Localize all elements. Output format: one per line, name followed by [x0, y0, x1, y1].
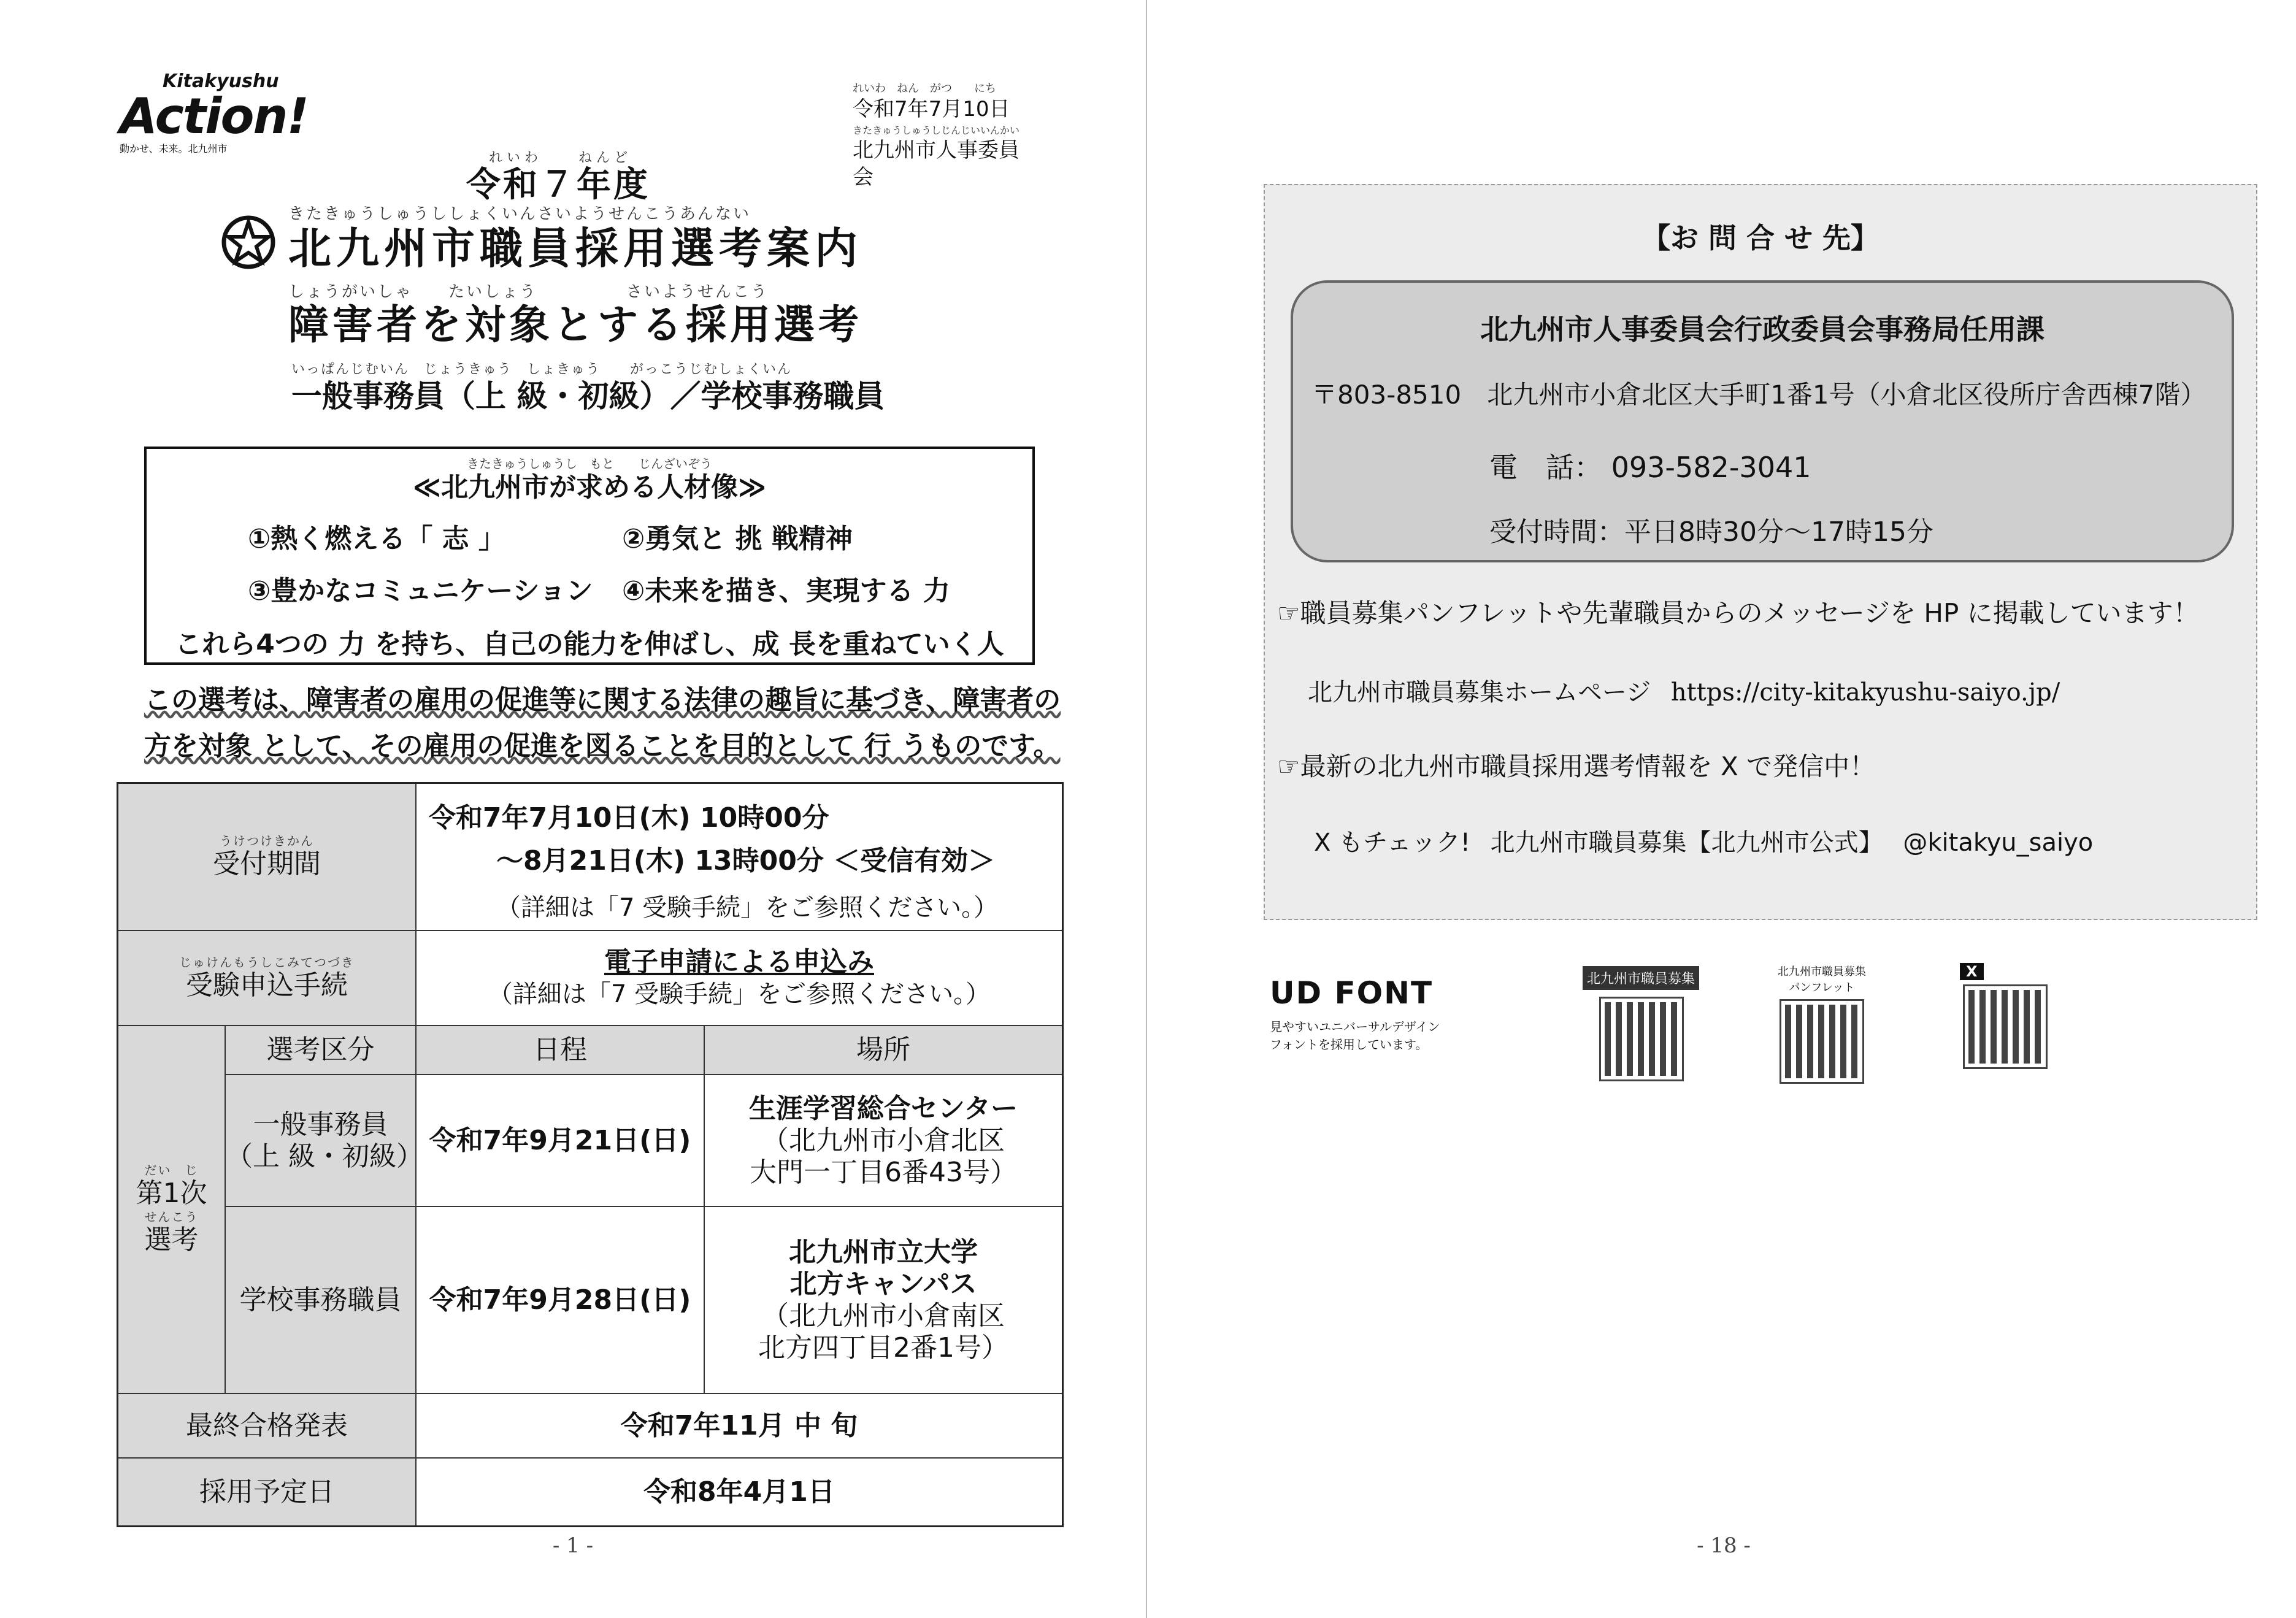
- hire-value-cell: [417, 1459, 1062, 1525]
- x-check-label: X もチェック!: [1314, 829, 1470, 857]
- school-place-line3: （北九州市小倉南区: [762, 1300, 1005, 1332]
- col-date-header: [417, 1026, 705, 1075]
- right-page: [1147, 0, 2296, 1618]
- ideal-person-box: [144, 447, 1035, 665]
- positions-text: 一般事務員（上 級・初級）／学校事務職員: [291, 378, 885, 414]
- school-place-cell: [705, 1207, 1062, 1394]
- x-logo-label: X: [1960, 963, 1984, 980]
- logo-tagline: 動かせ、未来。北九州市: [120, 143, 228, 155]
- udfont-logo: [1270, 975, 1440, 1052]
- school-place-line1: 北九州市立大学: [789, 1236, 978, 1268]
- first-stage-label: 第1次: [136, 1178, 207, 1209]
- main-title-text: 北九州市職員採用選考案内: [288, 223, 862, 274]
- page-number-right: - 18 -: [1697, 1533, 1751, 1558]
- final-value-cell: [417, 1394, 1062, 1459]
- general-category-line1: 一般事務員: [253, 1108, 388, 1140]
- schedule-table: [117, 782, 1064, 1527]
- qr-pamphlet-label-1: 北九州市職員募集: [1778, 965, 1866, 978]
- intro-line-2: 方を対象 として、その雇用の促進を図ることを目的として 行 うものです。: [144, 730, 1061, 762]
- col-place-header: [705, 1026, 1062, 1075]
- qr-code-icon[interactable]: [1767, 995, 1877, 1087]
- qr-pamphlet-label-2: パンフレット: [1789, 981, 1855, 994]
- fiscal-year-text: 令和７年度: [466, 165, 650, 205]
- main-title-ruby: きたきゅうしゅうししょくいんさいようせんこうあんない: [288, 205, 751, 223]
- col-category-header: [226, 1026, 417, 1075]
- issuer-ruby: きたきゅうしゅうしじんじいいんかい: [853, 125, 1020, 136]
- general-place-line1: 生涯学習総合センター: [748, 1092, 1018, 1124]
- col-category-label: 選考区分: [266, 1034, 375, 1065]
- fiscal-year-ruby: れ い わ ね ん ど: [489, 150, 628, 166]
- phone-row: [1489, 445, 1811, 486]
- hire-label: 採用予定日: [199, 1476, 334, 1508]
- school-date-cell: [417, 1207, 705, 1394]
- apply-label-ruby: じゅけんもうしこみてつづき: [179, 954, 355, 970]
- hire-label-cell: [118, 1459, 417, 1525]
- reception-label: 受付期間: [213, 848, 321, 880]
- homepage-row: [1308, 673, 2060, 708]
- col-place-label: 場所: [856, 1034, 910, 1065]
- general-category-cell: [226, 1075, 423, 1207]
- logo-main-text: Action!: [120, 88, 308, 145]
- general-place-line2: （北九州市小倉北区: [762, 1124, 1005, 1156]
- general-exam-date: 令和7年9月21日(日): [429, 1124, 691, 1156]
- left-page: [0, 0, 1146, 1618]
- school-category-cell: [226, 1207, 417, 1394]
- final-announcement-date: 令和7年11月 中 旬: [620, 1409, 858, 1441]
- kitakyushu-action-logo: [120, 71, 308, 155]
- apply-note: （詳細は「7 受験手続」をご参照ください。）: [488, 980, 991, 1008]
- main-title: [288, 201, 1024, 273]
- ideal-heading: [147, 454, 1032, 504]
- qr-code-icon[interactable]: [1583, 990, 1699, 1082]
- general-date-cell: [417, 1075, 705, 1207]
- reception-label-ruby: うけつけきかん: [220, 834, 314, 848]
- school-place-line4: 北方四丁目2番1号）: [758, 1332, 1008, 1363]
- udfont-note-1: 見やすいユニバーサルデザイン: [1270, 1019, 1440, 1034]
- general-category-line2: （上 級・初級）: [226, 1140, 423, 1172]
- hire-date: 令和8年4月1日: [643, 1476, 835, 1508]
- contact-heading: 【お 問 合 せ 先】: [1641, 221, 1879, 255]
- first-stage-ruby: だい じ: [144, 1163, 199, 1178]
- selection-label: 選考: [144, 1224, 199, 1256]
- reception-note: （詳細は「7 受験手続」をご参照ください。）: [496, 894, 999, 922]
- homepage-label: 北九州市職員募集ホームページ: [1308, 678, 1651, 707]
- udfont-note-2: フォントを採用しています。: [1270, 1037, 1428, 1052]
- logo-small-text: Kitakyushu: [163, 71, 279, 92]
- homepage-link[interactable]: https://city-kitakyushu-saiyo.jp/: [1670, 678, 2060, 707]
- x-note: ☞最新の北九州市職員採用選考情報を X で発信中！: [1277, 751, 1876, 781]
- ideal-item-1: ①熱く燃える「 志 」: [248, 523, 505, 554]
- reception-end: ～8月21日(木) 13時00分 ＜受信有効＞: [496, 845, 996, 876]
- x-account-row: [1314, 823, 2093, 858]
- qr-recruit: [1583, 966, 1699, 1082]
- apply-value-cell: [417, 931, 1062, 1026]
- qr-pamphlet: [1767, 963, 1877, 1087]
- issue-date: 令和7年7月10日: [853, 97, 1010, 121]
- contact-details: [1291, 280, 2234, 562]
- ideal-item-3: ③豊かなコミュニケーション: [248, 575, 593, 607]
- qr-code-icon[interactable]: [1960, 980, 2052, 1072]
- apply-method: 電子申請による申込み: [604, 946, 874, 978]
- ideal-item-4: ④未来を描き、実現する 力: [622, 575, 950, 607]
- apply-label: 受験申込手続: [186, 969, 348, 1001]
- phone-label: 電 話：: [1489, 451, 1602, 484]
- city-emblem-icon: [221, 215, 276, 270]
- general-place-cell: [705, 1075, 1062, 1207]
- school-category-line1: 学校事務職員: [239, 1284, 402, 1316]
- subtitle-ruby: しょうがいしゃ たいしょう さいようせんこう: [288, 283, 769, 301]
- reception-hours: 受付時間：平日8時30分～17時15分: [1489, 516, 1933, 548]
- first-stage-label-cell: [118, 1026, 226, 1394]
- ideal-item-2: ②勇気と 挑 戦精神: [622, 523, 853, 554]
- qr-x: [1960, 963, 2052, 1072]
- selection-ruby: せんこう: [144, 1210, 199, 1224]
- date-ruby: れいわ ねん がつ にち: [853, 82, 996, 95]
- department-name: 北九州市人事委員会行政委員会事務局任用課: [1480, 313, 2045, 346]
- contact-address: 〒803-8510 北九州市小倉北区大手町1番1号（小倉北区役所庁舎西棟7階）: [1311, 380, 2206, 410]
- x-logo-icon: [1960, 963, 2052, 980]
- reception-start: 令和7年7月10日(木) 10時00分: [429, 802, 829, 834]
- ideal-heading-text: ≪北九州市が求める人材像≫: [412, 472, 767, 503]
- school-exam-date: 令和7年9月28日(日): [429, 1284, 691, 1316]
- col-date-label: 日程: [533, 1034, 587, 1065]
- issuer-name: 北九州市人事委員会: [853, 138, 1019, 190]
- school-place-line2: 北方キャンパス: [789, 1268, 977, 1300]
- x-handle[interactable]: @kitakyu_saiyo: [1903, 829, 2094, 857]
- ideal-heading-ruby: きたきゅうしゅうし もと じんざいぞう: [467, 456, 712, 471]
- reception-value-cell: [417, 784, 1062, 931]
- qr-recruit-label: 北九州市職員募集: [1583, 966, 1699, 990]
- apply-label-cell: [118, 931, 417, 1026]
- subtitle-text: 障害者を対象とする採用選考: [288, 301, 862, 348]
- contact-box: [1264, 184, 2257, 920]
- final-label: 最終合格発表: [186, 1409, 348, 1441]
- fiscal-year: [454, 147, 662, 204]
- phone-number[interactable]: 093-582-3041: [1611, 451, 1811, 484]
- issue-info: [853, 80, 1037, 191]
- positions-ruby: いっぱんじむいん じょうきゅう しょきゅう がっこうじむしょくいん: [291, 362, 793, 377]
- subtitle: [288, 279, 1024, 348]
- udfont-logo-text: UD FONT: [1270, 975, 1434, 1011]
- ideal-summary: これら4つの 力 を持ち、自己の能力を伸ばし、成 長を重ねていく人: [175, 629, 1004, 660]
- page-number-left: - 1 -: [552, 1533, 594, 1558]
- positions: [291, 359, 1027, 415]
- intro-line-1: この選考は、障害者の雇用の促進等に関する法律の趣旨に基づき、障害者の: [144, 684, 1061, 716]
- final-label-cell: [118, 1394, 417, 1459]
- pamphlet-note: ☞職員募集パンフレットや先輩職員からのメッセージを HP に掲載しています！: [1277, 598, 2199, 628]
- general-place-line3: 大門一丁目6番43号）: [750, 1156, 1017, 1188]
- reception-label-cell: [118, 784, 417, 931]
- x-account-name: 北九州市職員募集【北九州市公式】: [1490, 829, 1883, 857]
